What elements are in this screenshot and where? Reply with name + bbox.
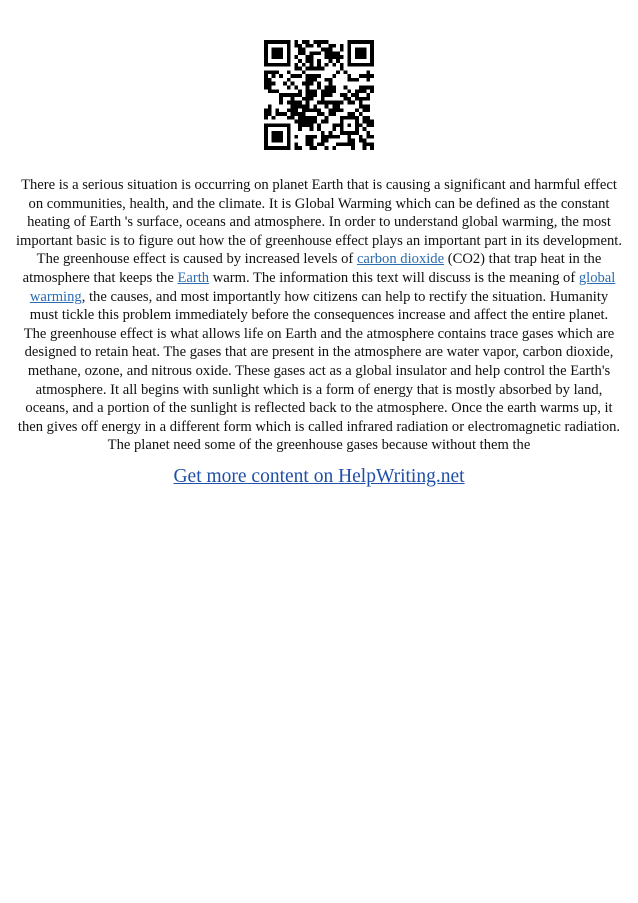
link-global-warming[interactable]: global warming — [29, 269, 616, 305]
link-carbon-dioxide[interactable]: carbon dioxide — [356, 251, 445, 268]
paragraph-greenhouse: The greenhouse effect is what allows life on Earth and the atmosphere contains trace gases which are designed to retain heat. The gases that are present in the atmosphere are water vapor, carbon dioxide, methane, ozone, and nitrous oxide. These gases act as a global insulator and help control the Earth's atmosphere. It all begins with sunlight which is a form of energy that is mostly absorbed by land, oceans, and a portion of the sunlight is reflected back to the atmosphere. Once the earth warms up, it then gives off energy in a different form which is called infrared radiation or electromagnetic radiation. The planet need some of the greenhouse gases because without them the — [17, 325, 621, 454]
paragraph-intro-text-2: (CO2) that trap heat in the atmosphere that keeps the — [22, 251, 602, 286]
paragraph-intro — [14, 176, 624, 325]
article-body — [14, 176, 624, 455]
cta-container — [0, 466, 638, 488]
paragraph-intro-text-4: , the causes, and most importantly how citizens can help to rectify the situation. Humanity must tickle this problem immediately before the consequences increase and affect the entire planet. — [29, 288, 609, 324]
qr-code-image — [264, 40, 374, 150]
paragraph-intro-text-1: There is a serious situation is occurring on planet Earth that is causing a significant and harmful effect on communities, health, and the climate. It is Global Warming which can be defined as the constant heating of Earth 's surface, oceans and atmosphere. In order to understand global warming, the most important basic is to figure out how the of greenhouse effect plays an important part in its development. The greenhouse effect is caused by increased levels of — [15, 177, 623, 268]
qr-code[interactable] — [264, 40, 374, 150]
paragraph-intro-text-3: warm. The information this text will discuss is the meaning of — [209, 269, 579, 286]
link-earth[interactable]: Earth — [177, 269, 210, 286]
get-more-content-link[interactable]: Get more content on HelpWriting.net — [173, 466, 465, 487]
